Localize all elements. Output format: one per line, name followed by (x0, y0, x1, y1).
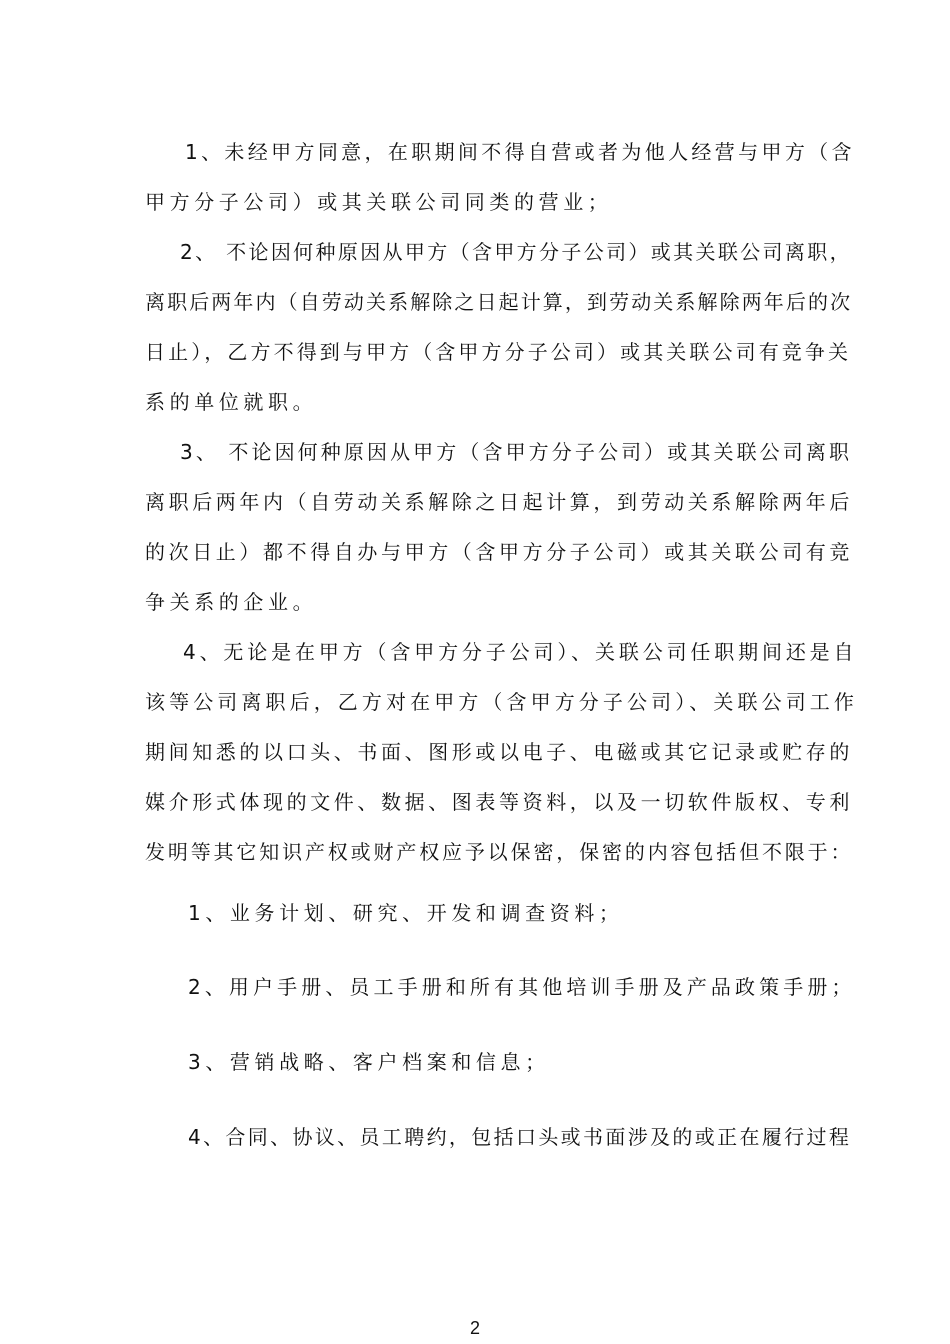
list-item: 3、营销战略、客户档案和信息； (188, 1050, 550, 1074)
paragraph-line: 3、 不论因何种原因从甲方（含甲方分子公司）或其关联公司离职 (180, 440, 853, 464)
paragraph-line: 4、无论是在甲方（含甲方分子公司）、关联公司任职期间还是自 (183, 640, 858, 664)
paragraph-line: 争关系的企业。 (145, 590, 318, 614)
paragraph-line: 系的单位就职。 (145, 390, 318, 414)
paragraph-line: 离职后两年内（自劳动关系解除之日起计算，到劳动关系解除两年后的次 (145, 290, 853, 314)
paragraph-line: 2、 不论因何种原因从甲方（含甲方分子公司）或其关联公司离职， (180, 240, 852, 264)
page-number: 2 (469, 1318, 480, 1338)
paragraph-line: 离职后两年内（自劳动关系解除之日起计算，到劳动关系解除两年后 (145, 490, 853, 514)
paragraph-line: 该等公司离职后，乙方对在甲方（含甲方分子公司）、关联公司工作 (145, 690, 858, 714)
paragraph-line: 媒介形式体现的文件、数据、图表等资料，以及一切软件版权、专利 (145, 790, 853, 814)
paragraph-line: 甲方分子公司）或其关联公司同类的营业； (145, 190, 613, 214)
paragraph-line: 发明等其它知识产权或财产权应予以保密，保密的内容包括但不限于： (145, 840, 854, 864)
paragraph-line: 期间知悉的以口头、书面、图形或以电子、电磁或其它记录或贮存的 (145, 740, 853, 764)
list-item: 1、业务计划、研究、开发和调查资料； (188, 901, 624, 925)
list-item: 4、合同、协议、员工聘约，包括口头或书面涉及的或正在履行过程 (188, 1125, 852, 1149)
paragraph-line: 1、未经甲方同意，在职期间不得自营或者为他人经营与甲方（含 (185, 140, 855, 164)
paragraph-line: 日止），乙方不得到与甲方（含甲方分子公司）或其关联公司有竞争关 (145, 340, 852, 364)
paragraph-line: 的次日止）都不得自办与甲方（含甲方分子公司）或其关联公司有竞 (145, 540, 853, 564)
list-item: 2、用户手册、员工手册和所有其他培训手册及产品政策手册； (188, 975, 856, 999)
